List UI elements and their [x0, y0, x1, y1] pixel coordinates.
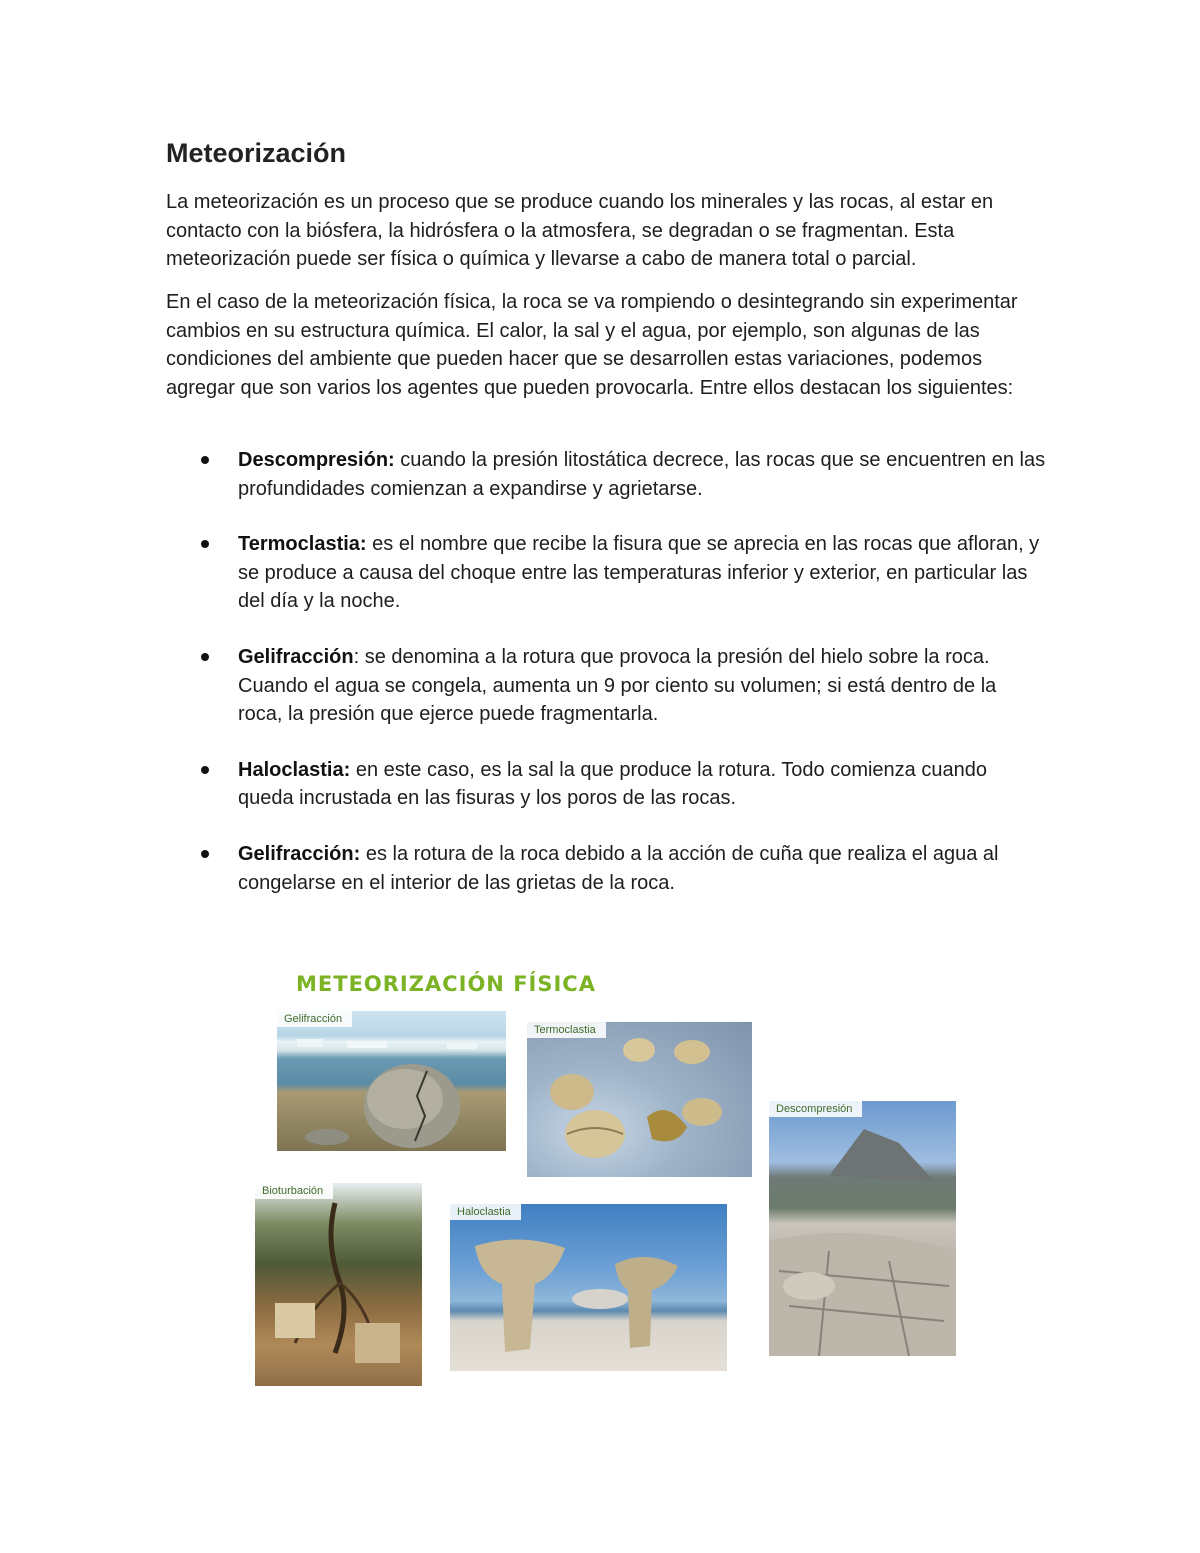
list-item-term: Gelifracción [238, 645, 354, 668]
photo-label: Gelifracción [277, 1011, 352, 1027]
photo-gelifraccion [277, 1011, 506, 1151]
list-item-text: cuando la presión litostática decrece, las rocas que se encuentren en las profundidades comienzan a expandirse y agrietarse. [238, 449, 1046, 500]
list-item [166, 446, 1046, 503]
list-item-term: Descompresión: [238, 449, 395, 471]
figure-title: METEORIZACIÓN FÍSICA [296, 972, 596, 996]
bullet-icon [201, 766, 209, 774]
list-item-text: es la rotura de la roca debido a la acción de cuña que realiza el agua al congelarse en el interior de las grietas de la roca. [238, 842, 999, 894]
list-item-term: Haloclastia: [238, 758, 351, 781]
list-item-text: : se denomina a la rotura que provoca la presión del hielo sobre la roca. Cuando el agua se congela, aumenta un 9 por ciento su volumen; si está dentro de la roca, la presión que ejerce puede fragmentarla. [238, 645, 997, 726]
list-item [166, 756, 1046, 813]
photo-label: Descompresión [769, 1101, 862, 1117]
physical-weathering-paragraph: En el caso de la meteorización física, la roca se va rompiendo o desintegrando sin experimentar cambios en su estructura química. El calor, la sal y el agua, por ejemplo, son algunas de las condiciones del ambiente que pueden hacer que se desarrollen estas variaciones, podemos agregar que son varios los agentes que pueden provocarla. Entre ellos destacan los siguientes: [166, 291, 1018, 399]
bullet-icon [201, 653, 209, 661]
list-item-text: en este caso, es la sal la que produce la rotura. Todo comienza cuando queda incrustada en las fisuras y los poros de las rocas. [238, 758, 987, 810]
photo-label: Termoclastia [527, 1022, 606, 1038]
photo-label: Bioturbación [255, 1183, 333, 1199]
bullet-icon [201, 456, 209, 464]
mushroom-rocks-illustration [450, 1204, 727, 1371]
bullet-icon [201, 540, 209, 548]
photo-descompresion [769, 1101, 956, 1356]
agents-list [166, 446, 1046, 924]
bullet-icon [201, 850, 209, 858]
photo-label: Haloclastia [450, 1204, 521, 1220]
photo-haloclastia [450, 1204, 727, 1371]
photo-bioturbacion [255, 1183, 422, 1386]
list-item [166, 840, 1046, 897]
intro-paragraph: La meteorización es un proceso que se produce cuando los minerales y las rocas, al estar en contacto con la biósfera, la hidrósfera o la atmosfera, se degradan o se fragmentan. Esta meteorización puede ser física o química y llevarse a cabo de manera total o parcial. [166, 191, 994, 271]
weathering-figure [250, 960, 970, 1400]
split-rocks-illustration [527, 1022, 752, 1177]
list-item-term: Gelifracción: [238, 842, 361, 865]
photo-termoclastia [527, 1022, 752, 1177]
page-title: Meteorización [166, 138, 347, 168]
granite-dome-illustration [769, 1101, 956, 1356]
boulder-illustration [277, 1011, 506, 1151]
list-item-term: Termoclastia: [238, 533, 367, 556]
roots-in-rock-illustration [255, 1183, 422, 1386]
list-item [166, 530, 1046, 616]
list-item [166, 643, 1046, 729]
list-item-text: es el nombre que recibe la fisura que se aprecia en las rocas que afloran, y se produce a causa del choque entre las temperaturas inferior y exterior, en particular las del día y la noche. [238, 533, 1040, 613]
